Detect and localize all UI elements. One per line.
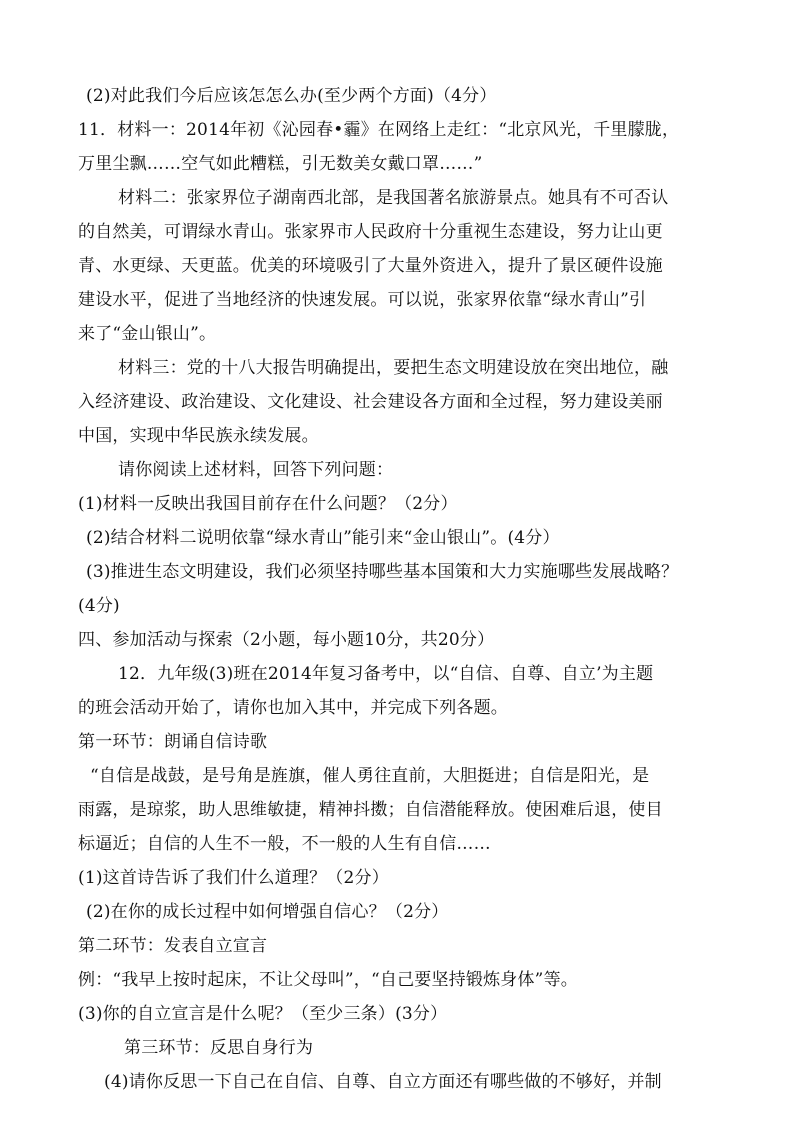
text-line: (3)推进生态文明建设，我们必须坚持哪些基本国策和大力实施哪些发展战略？: [86, 562, 679, 582]
text-line: “自信是战鼓，是号角是旌旗，催人勇往直前，大胆挺进；自信是阳光，是: [90, 766, 650, 786]
section-heading: 四、参加活动与探索（2小题，每小题10分，共20分）: [78, 630, 495, 650]
text-line: 标逼近；自信的人生不一般，不一般的人生有自信……: [78, 834, 491, 854]
text-line: (3)你的自立宣言是什么呢？（至少三条）(3分）: [78, 1004, 448, 1024]
text-line: (1)材料一反映出我国目前存在什么问题？（2分）: [78, 494, 458, 514]
subsection-heading: 第二环节：发表自立宣言: [78, 936, 268, 956]
text-line: 材料三：党的十八大报告明确提出，要把生态文明建设放在突出地位，融: [118, 358, 669, 378]
text-line: 12．九年级(3)班在2014年复习备考中，以“自信、自尊、自立’为主题: [118, 664, 654, 684]
text-line: 中国，实现中华民族永续发展。: [78, 426, 319, 446]
text-line: 的班会活动开始了，请你也加入其中，并完成下列各题。: [78, 698, 508, 718]
text-line: (2)结合材料二说明依靠“绿水青山”能引来“金山银山”。(4分）: [86, 528, 560, 548]
text-line: (2)在你的成长过程中如何增强自信心？（2分）: [86, 902, 449, 922]
text-line: (1)这首诗告诉了我们什么道理？（2分）: [78, 868, 389, 888]
text-line: 入经济建设、政治建设、文化建设、社会建设各方面和全过程，努力建设美丽: [78, 392, 663, 412]
text-line: (4)请你反思一下自己在自信、自尊、自立方面还有哪些做的不够好，并制: [104, 1072, 662, 1092]
text-line: 材料二：张家界位子湖南西北部，是我国著名旅游景点。她具有不可否认: [118, 188, 669, 208]
text-line: 例：“我早上按时起床，不让父母叫”，“自己要坚持锻炼身体”等。: [78, 970, 578, 990]
text-line: (4分): [78, 596, 120, 616]
text-line: 青、水更绿、天更蓝。优美的环境吸引了大量外资进入，提升了景区硬件设施: [78, 256, 663, 276]
text-line: 雨露，是琼浆，助人思维敏捷，精神抖擞；自信潜能释放。使困难后退，使目: [78, 800, 663, 820]
text-line: 来了“金山银山”。: [78, 324, 217, 344]
text-line: (2)对此我们今后应该怎怎么办(至少两个方面)（4分）: [86, 86, 497, 106]
text-line: 万里尘飘……空气如此糟糕，引无数美女戴口罩……”: [78, 154, 483, 174]
text-line: 11．材料一：2014年初《沁园春•霾》在网络上走红：“北京风光，千里朦胧，: [78, 120, 680, 140]
text-line: 建设水平，促进了当地经济的快速发展。可以说，张家界依靠“绿水青山”引: [78, 290, 647, 310]
subsection-heading: 第三环节：反思自身行为: [124, 1038, 314, 1058]
text-line: 的自然美，可谓绿水青山。张家界市人民政府十分重视生态建设，努力让山更: [78, 222, 663, 242]
text-line: 请你阅读上述材料，回答下列问题：: [118, 460, 394, 480]
subsection-heading: 第一环节：朗诵自信诗歌: [78, 732, 268, 752]
